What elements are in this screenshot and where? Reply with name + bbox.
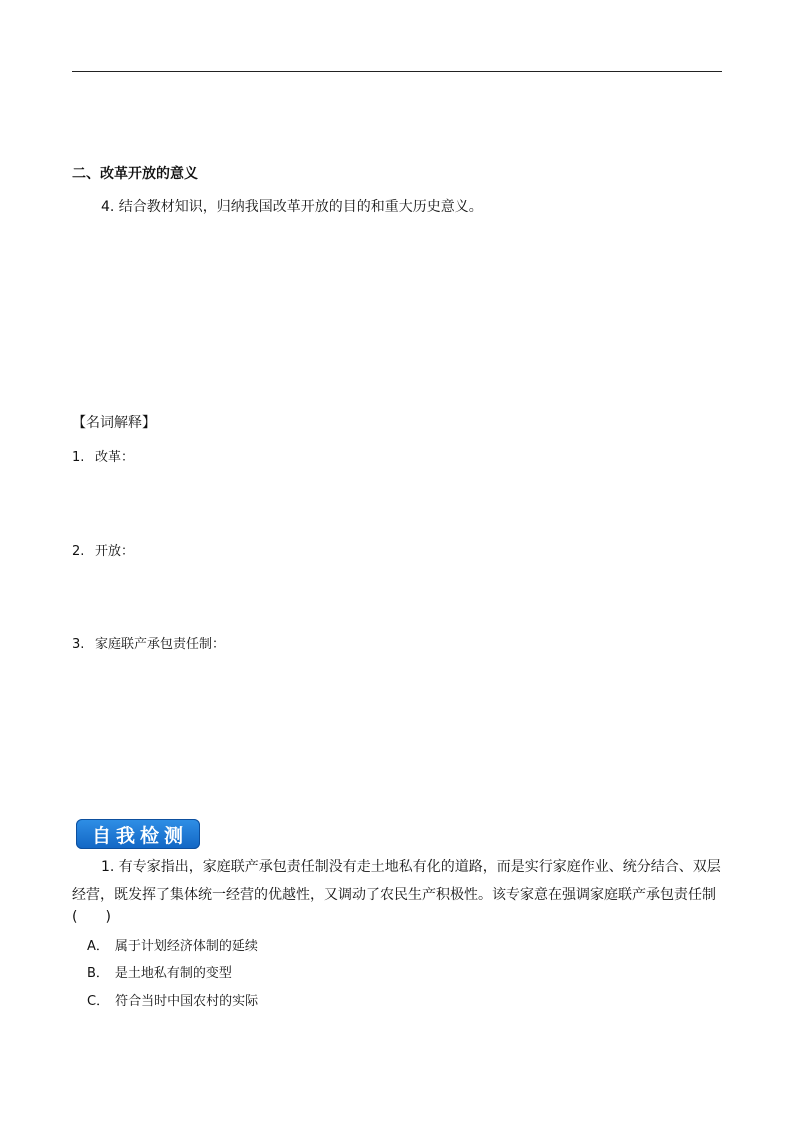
term-label: 改革：	[95, 450, 135, 465]
header-rule	[72, 71, 722, 72]
option-b	[87, 962, 232, 981]
term-number: 2.	[72, 544, 85, 559]
self-check-banner-text: 自我检测	[91, 824, 188, 847]
option-text: 符合当时中国农村的实际	[115, 994, 259, 1009]
term-number: 3.	[72, 637, 85, 652]
glossary-term-household-responsibility	[72, 633, 225, 652]
glossary-heading: 【名词解释】	[72, 415, 156, 431]
option-label: A．	[87, 939, 109, 954]
option-text: 是土地私有制的变型	[114, 966, 232, 981]
option-a	[87, 935, 258, 954]
question-1: 1. 有专家指出，家庭联产承包责任制没有走土地私有化的道路，而是实行家庭作业、统分结合、双层经营，既发挥了集体统一经营的优越性，又调动了农民生产积极性。该专家意在强调家庭联产承包责任制	[72, 859, 721, 903]
section-heading: 二、改革开放的意义	[72, 166, 198, 182]
answer-blank: ( )	[72, 909, 111, 925]
term-label: 家庭联产承包责任制：	[95, 637, 226, 652]
glossary-term-reform	[72, 446, 134, 465]
option-text: 属于计划经济体制的延续	[114, 939, 258, 954]
option-label: C．	[87, 994, 110, 1009]
question-4: 4. 结合教材知识，归纳我国改革开放的目的和重大历史意义。	[101, 199, 483, 215]
glossary-term-opening	[72, 540, 134, 559]
option-label: B．	[87, 966, 109, 981]
self-check-banner	[76, 819, 200, 849]
term-label: 开放：	[95, 544, 135, 559]
term-number: 1.	[72, 450, 85, 465]
option-c	[87, 990, 258, 1009]
